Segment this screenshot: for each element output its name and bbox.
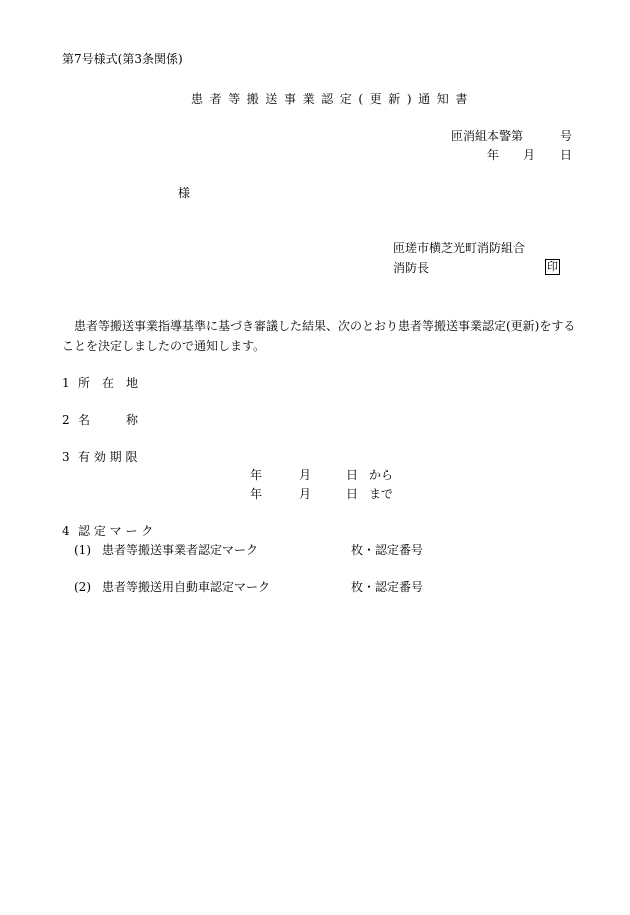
validity-from-month: 月 bbox=[299, 468, 312, 482]
validity-to-day: 日 bbox=[346, 487, 359, 501]
item4-sub1-number: (1) bbox=[74, 543, 91, 557]
document-title: 患者等搬送事業認定(更新)通知書 bbox=[191, 92, 474, 106]
validity-to-year: 年 bbox=[250, 487, 263, 501]
date-month: 月 bbox=[523, 148, 536, 162]
addressee-honorific: 様 bbox=[178, 186, 191, 200]
item4-sub2-label: 患者等搬送用自動車認定マーク bbox=[102, 580, 271, 594]
doc-number-suffix: 号 bbox=[560, 129, 573, 143]
item2-number: 2 bbox=[62, 413, 70, 427]
item4-sub1-label: 患者等搬送事業者認定マーク bbox=[102, 543, 259, 557]
item1-number: 1 bbox=[62, 376, 70, 390]
validity-from-day: 日 bbox=[346, 468, 359, 482]
validity-to-month: 月 bbox=[299, 487, 312, 501]
issuer-organization: 匝瑳市横芝光町消防組合 bbox=[393, 241, 526, 255]
item4-label: 認 定 マ ー ク bbox=[78, 524, 154, 538]
item3-number: 3 bbox=[62, 450, 70, 464]
item4-sub2-number: (2) bbox=[74, 580, 91, 594]
seal-mark bbox=[545, 259, 560, 275]
doc-number-prefix: 匝消組本警第 bbox=[451, 129, 524, 143]
item1-label: 所 在 地 bbox=[78, 376, 139, 390]
item4-sub1-count: 枚・認定番号 bbox=[351, 543, 424, 557]
validity-to-word: まで bbox=[369, 487, 394, 501]
validity-from-year: 年 bbox=[250, 468, 263, 482]
form-number: 第7号様式(第3条関係) bbox=[62, 52, 183, 66]
validity-from-word: から bbox=[369, 468, 394, 482]
item3-label: 有 効 期 限 bbox=[78, 450, 138, 464]
item4-sub2-count: 枚・認定番号 bbox=[351, 580, 424, 594]
item2-label: 名 称 bbox=[78, 413, 139, 427]
date-year: 年 bbox=[487, 148, 500, 162]
seal-label: 印 bbox=[547, 260, 558, 273]
date-day: 日 bbox=[560, 148, 573, 162]
body-text: 患者等搬送事業指導基準に基づき審議した結果、次のとおり患者等搬送事業認定(更新)をすることを決定しましたので通知します。 bbox=[62, 319, 576, 353]
issuer-title: 消防長 bbox=[393, 261, 430, 275]
item4-number: 4 bbox=[62, 524, 70, 538]
